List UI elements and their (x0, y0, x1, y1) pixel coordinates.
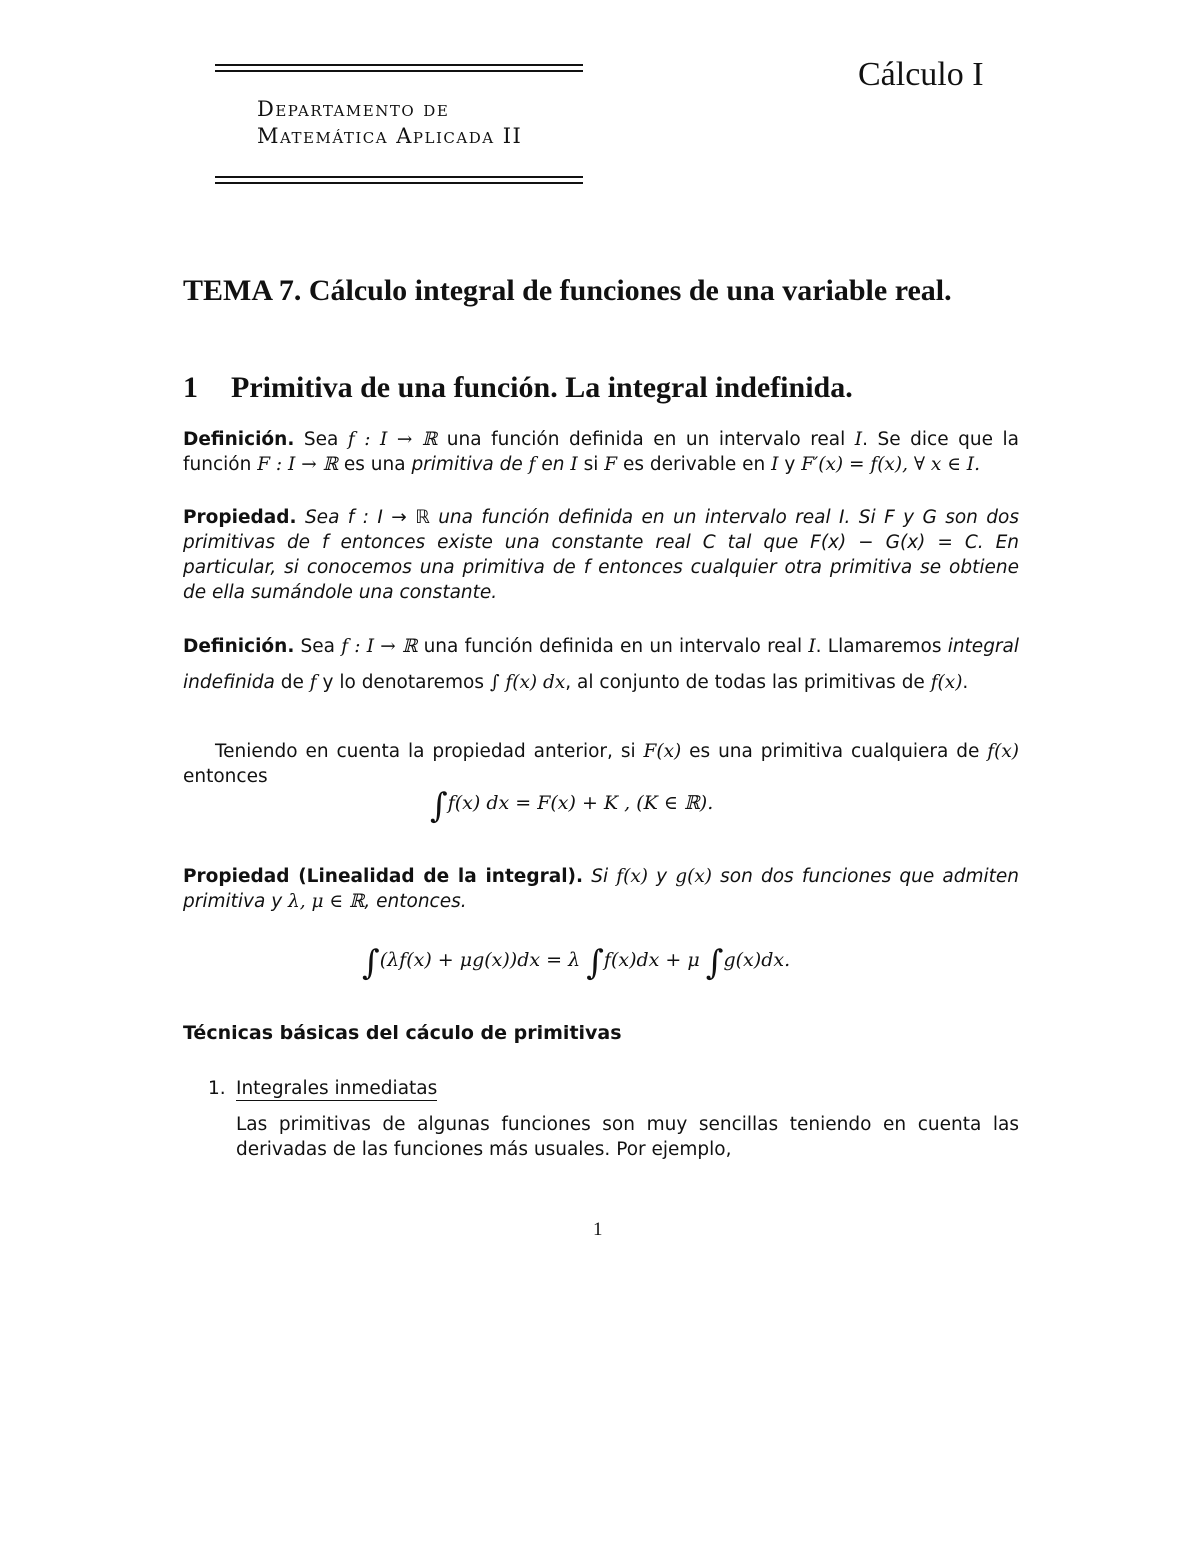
list-item-title: Integrales inmediatas (236, 1078, 438, 1099)
property-2: Propiedad (Linealidad de la integral). Si f(x) y g(x) son dos funciones que admiten primitiva y λ, μ ∈ ℝ, entonces. (183, 866, 1019, 912)
header-rule-bottom-2 (215, 182, 583, 184)
integral-sign: ∫ (586, 943, 604, 983)
section-title: Primitiva de una función. La integral indefinida. (231, 371, 853, 404)
integral-sign: ∫ (705, 943, 724, 983)
page-number: 1 (593, 1219, 603, 1240)
integral-equation: ∫f(x) dx = F(x) + K , (K ∈ ℝ). (430, 786, 714, 826)
header-rule-top-1 (215, 64, 583, 66)
property-2-label: Propiedad (Linealidad de la integral). (183, 866, 584, 887)
section-number: 1 (183, 371, 198, 404)
property-1-label: Propiedad. (183, 507, 297, 528)
course-title: Cálculo I (858, 56, 984, 93)
linearity-equation: ∫(λf(x) + μg(x))dx = λ ∫f(x)dx + μ ∫g(x)dx. (362, 943, 791, 983)
header-rule-bottom-1 (215, 176, 583, 178)
definition-1: Definición. Sea f : I → ℝ una función definida en un intervalo real I. Se dice que la función F : I → ℝ es una primitiva de f en I si F es derivable en I y F′(x) = f(x), ∀ x ∈ I. (183, 429, 1019, 475)
department-line-1: Departamento de (257, 97, 450, 121)
definition-2: Definición. Sea f : I → ℝ una función definida en un intervalo real I. Llamaremos integral indefinida de f y lo denotaremos ∫ f(x) dx, al conjunto de todas las primitivas de f(x). (183, 636, 1020, 693)
remark: Teniendo en cuenta la propiedad anterior, si F(x) es una primitiva cualquiera de f(x) entonces (183, 741, 1019, 787)
department-line-2: Matemática Aplicada II (257, 124, 523, 148)
techniques-heading: Técnicas básicas del cáculo de primitivas (183, 1022, 622, 1044)
property-1: Propiedad. Sea f : I → ℝ una función definida en un intervalo real I. Si F y G son dos primitivas de f entonces existe una constante real C tal que F(x) − G(x) = C. En particular, si conocemos una primitiva de f entonces cualquier otra primitiva se obtiene de ella sumándole una constante. (183, 507, 1019, 603)
integral-sign: ∫ (362, 943, 380, 983)
integral-notation: ∫ f(x) dx (489, 672, 566, 693)
definition-2-label: Definición. (183, 636, 295, 657)
document-title: TEMA 7. Cálculo integral de funciones de una variable real. (183, 274, 952, 307)
section-heading (183, 371, 853, 405)
list-item-number: 1. (208, 1078, 226, 1099)
header-rule-top-2 (215, 70, 583, 72)
integral-sign: ∫ (430, 786, 448, 826)
list-item-text: Las primitivas de algunas funciones son muy sencillas teniendo en cuenta las derivadas de las funciones más usuales. Por ejemplo, (236, 1114, 1019, 1160)
definition-1-label: Definición. (183, 429, 295, 450)
